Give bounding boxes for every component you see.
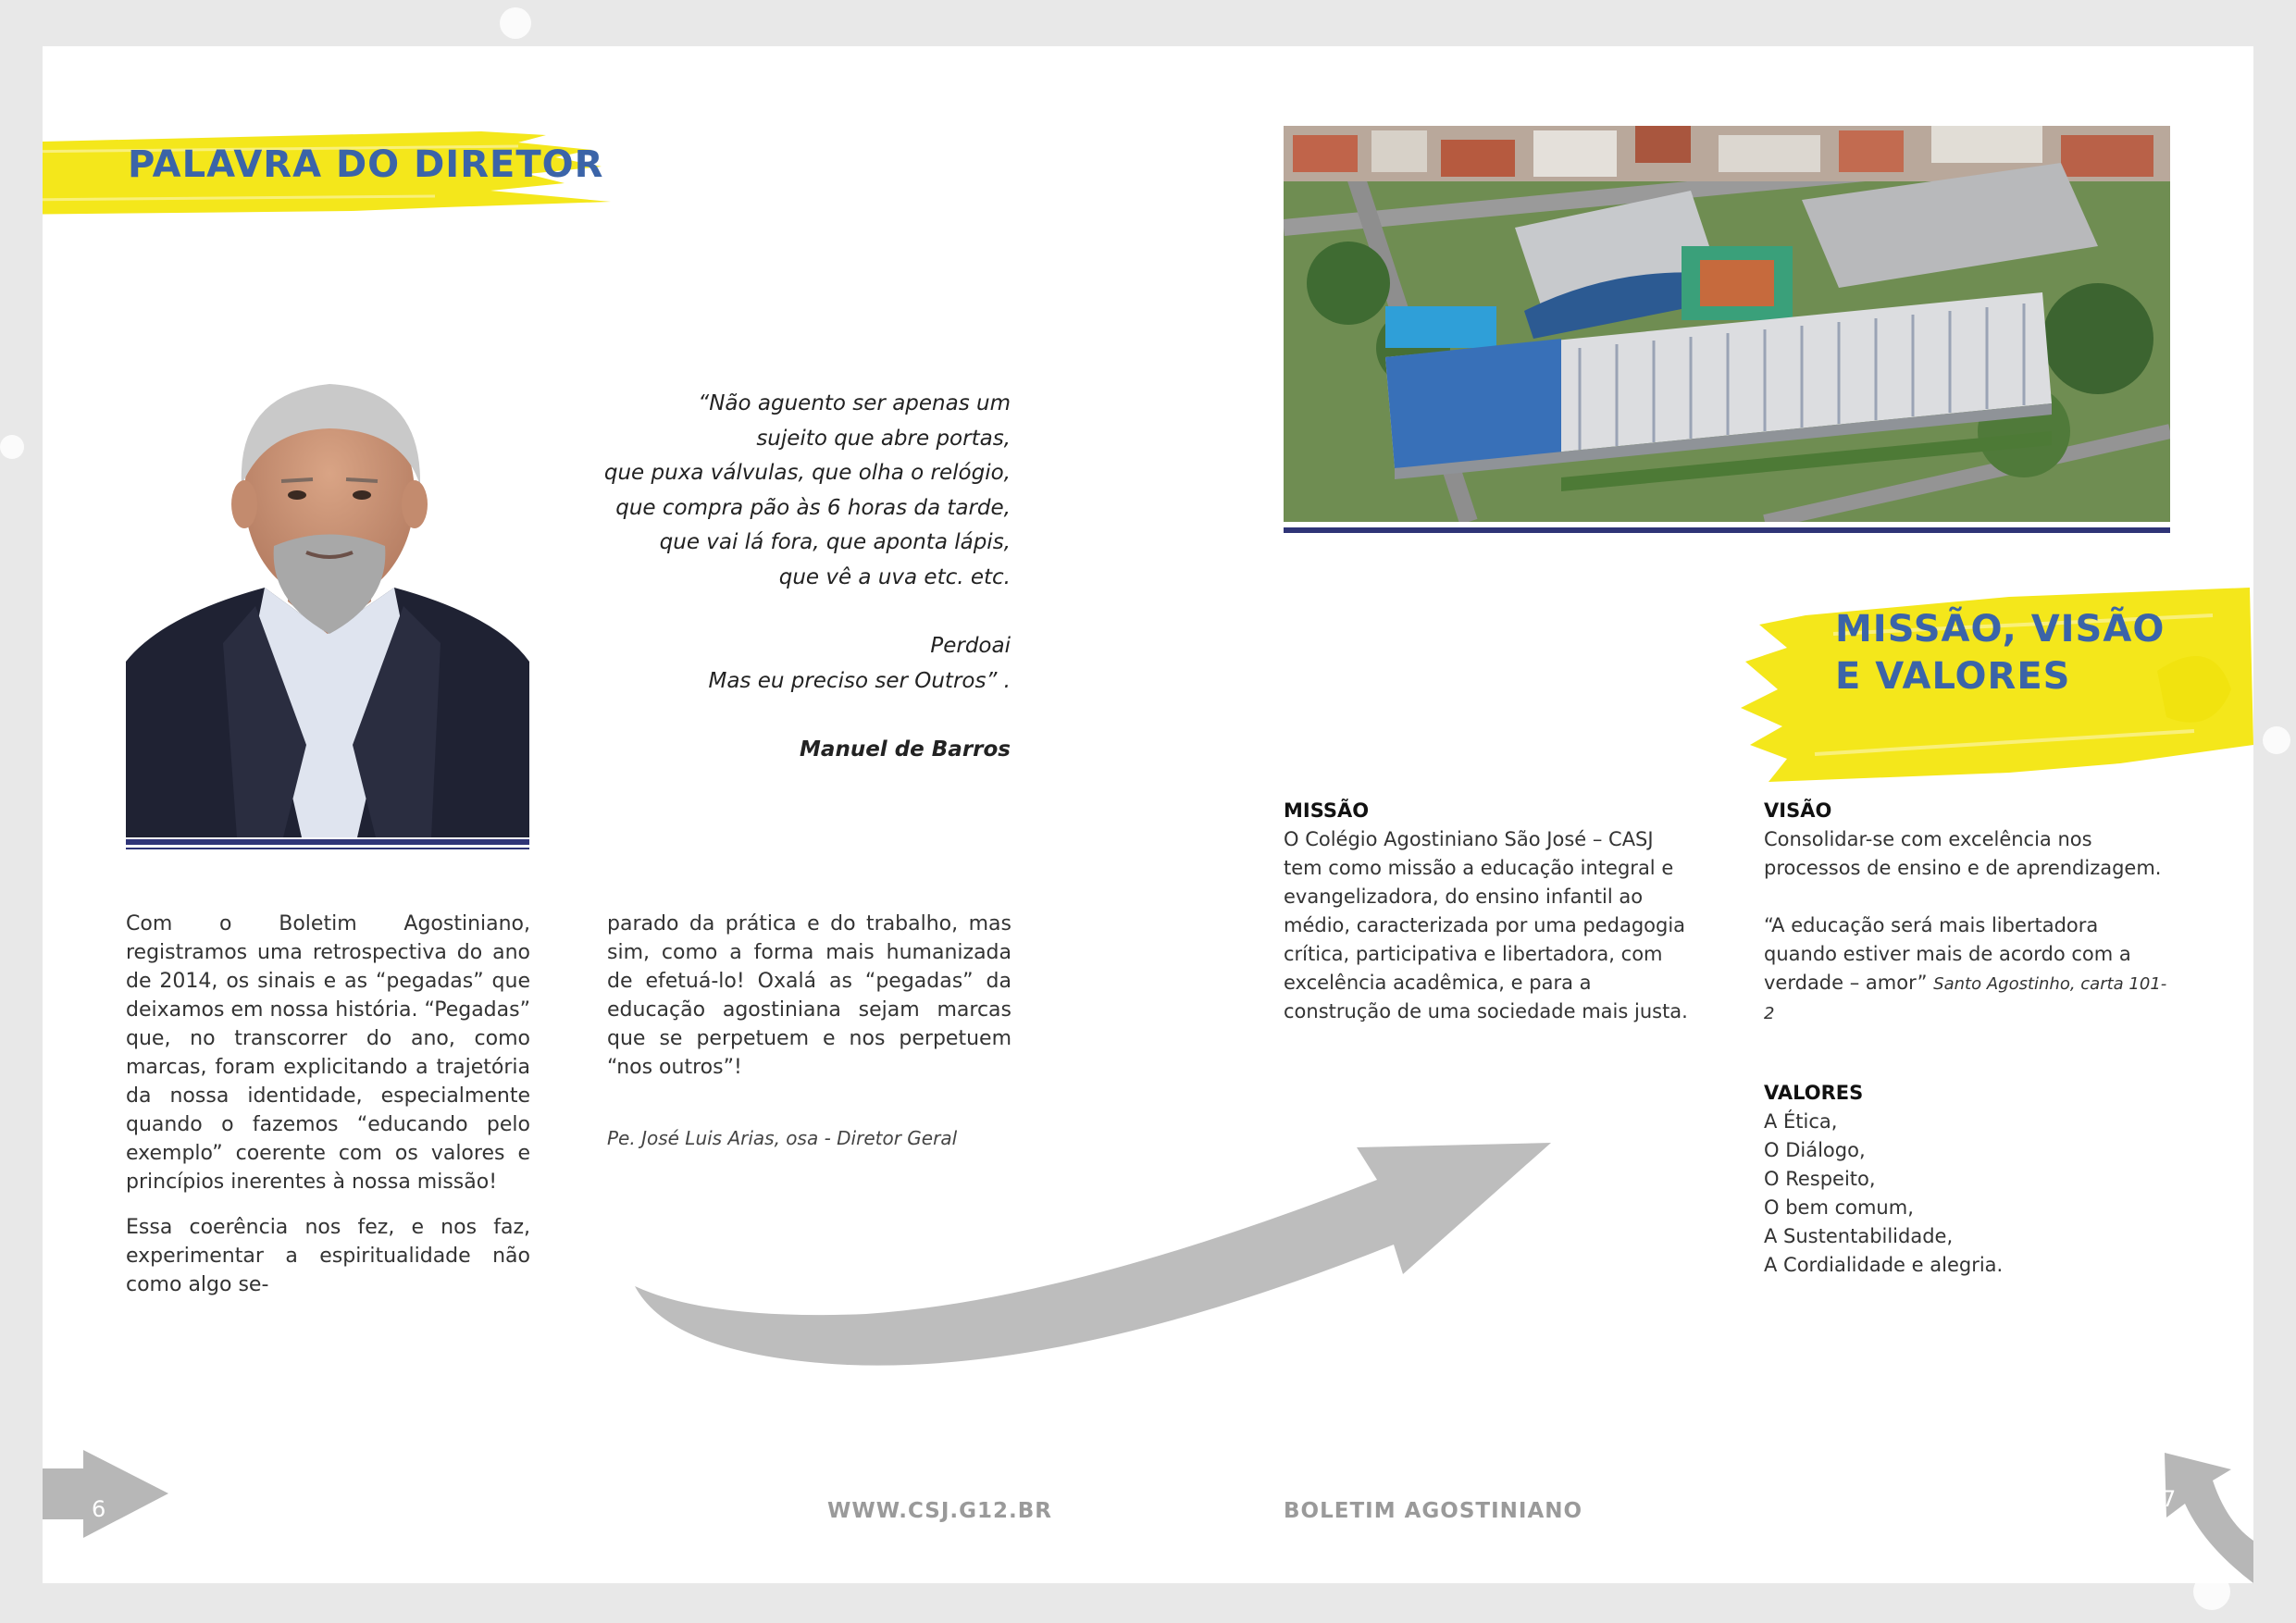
poem-line: sujeito que abre portas,: [756, 426, 1011, 451]
photo-underline-right: [1284, 527, 2170, 533]
valores-item: A Sustentabilidade,: [1764, 1225, 1954, 1247]
poem-quote: [561, 387, 1011, 768]
valores-item: O Diálogo,: [1764, 1139, 1866, 1161]
poem-stanza: [561, 387, 1011, 595]
magazine-spread: [43, 46, 2253, 1583]
poem-closing: [561, 629, 1011, 699]
valores-item: O Respeito,: [1764, 1168, 1876, 1190]
page-arrow-left-icon: [43, 1450, 185, 1538]
missao-block: [1284, 797, 1691, 1026]
footer-website: WWW.CSJ.G12.BR: [827, 1499, 1053, 1523]
page-arrow-right-icon: [2120, 1453, 2253, 1583]
visao-quote-source: Santo Agostinho, carta 101-2: [1764, 974, 2167, 1023]
valores-block: [1764, 1079, 2171, 1280]
school-aerial-photo: [1284, 126, 2170, 522]
valores-item: A Cordialidade e alegria.: [1764, 1254, 2004, 1276]
right-heading: [1835, 606, 2165, 700]
article-paragraph: parado da prática e do trabalho, mas sim, como a forma mais humanizada de efetuá-lo! Oxalá as “pegadas” da educação agostiniana sejam marcas que se perpetuem e nos perpetuem “nos outros”!: [607, 912, 1011, 1079]
poem-line: Perdoai: [930, 634, 1011, 658]
footer-publication: BOLETIM AGOSTINIANO: [1284, 1499, 1583, 1523]
right-heading-line: MISSÃO, VISÃO: [1835, 608, 2166, 650]
missao-label: MISSÃO: [1284, 799, 1370, 822]
poem-line: que vai lá fora, que aponta lápis,: [659, 530, 1011, 554]
poem-author: Manuel de Barros: [800, 737, 1011, 762]
gray-curved-arrow: [589, 1078, 1607, 1448]
photo-underline-thin: [126, 848, 529, 849]
article-column-1: [126, 910, 530, 1316]
valores-item: O bem comum,: [1764, 1196, 1914, 1219]
poem-line: que compra pão às 6 horas da tarde,: [615, 495, 1011, 520]
poem-line: que vê a uva etc. etc.: [778, 564, 1011, 589]
visao-text: Consolidar-se com excelência nos processos de ensino e de aprendizagem.: [1764, 828, 2162, 879]
missao-text: O Colégio Agostiniano São José – CASJ tem como missão a educação integral e evangelizadora, do ensino infantil ao médio, caracterizada por uma pedagogia crítica, participativa e libertadora, com excelência acadêmica, e para a construção de uma sociedade mais justa.: [1284, 828, 1688, 1022]
decorative-bubble: [0, 435, 24, 459]
visao-label: VISÃO: [1764, 799, 1832, 822]
decorative-bubble: [2193, 1573, 2230, 1610]
page-number-right: 7: [2162, 1486, 2177, 1512]
director-signature: Pe. José Luis Arias, osa - Diretor Geral: [607, 1127, 958, 1149]
poem-line: que puxa válvulas, que olha o relógio,: [603, 461, 1011, 485]
article-column-2: [607, 910, 1011, 1098]
valores-label: VALORES: [1764, 1082, 1864, 1104]
director-photo: [126, 356, 529, 837]
article-paragraph: Com o Boletim Agostiniano, registramos uma retrospectiva do ano de 2014, os sinais e as “pegadas” que deixamos em nossa história. “Pegadas” que, no transcorrer do ano, como marcas, foram explicitando a trajetória da nossa identidade, especialmente quando o fazemos “educando pelo exemplo” coerente com os valores e princípios inerentes à nossa missão!: [126, 912, 530, 1194]
poem-line: “Não aguento ser apenas um: [698, 391, 1011, 415]
decorative-bubble: [2263, 726, 2290, 754]
photo-underline: [126, 839, 529, 845]
visao-block: [1764, 797, 2171, 1028]
left-heading: PALAVRA DO DIRETOR: [128, 143, 604, 186]
article-paragraph: Essa coerência nos fez, e nos faz, experimentar a espiritualidade não como algo se-: [126, 1216, 530, 1296]
visao-quote: “A educação será mais libertadora quando estiver mais de acordo com a verdade – amor”: [1764, 914, 2131, 994]
right-heading-line: E VALORES: [1835, 655, 2071, 698]
page-number-left: 6: [92, 1496, 106, 1522]
valores-item: A Ética,: [1764, 1110, 1838, 1133]
poem-line: Mas eu preciso ser Outros” .: [708, 668, 1011, 693]
decorative-bubble: [500, 7, 531, 39]
